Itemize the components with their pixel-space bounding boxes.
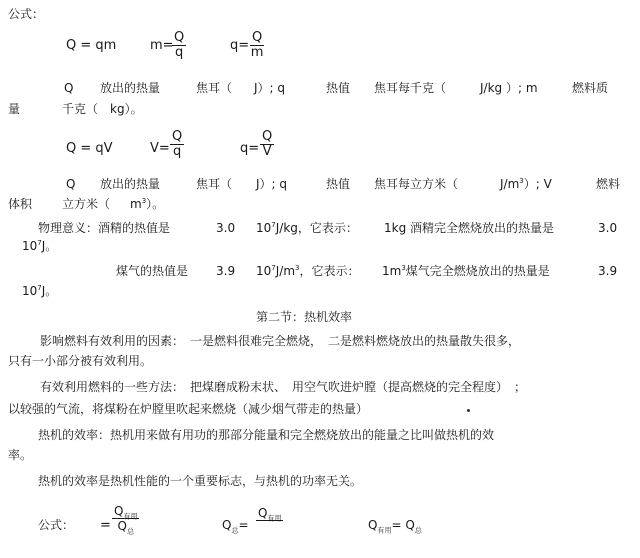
def-fuel-mass: 燃料质 bbox=[572, 81, 609, 95]
eff-eq3-sub2: 总 bbox=[414, 526, 422, 535]
factors-line2: 只有一小部分被有效利用。 bbox=[8, 354, 153, 368]
frac-denominator: m bbox=[250, 45, 264, 60]
phys-unit2-tail: ，它表示： bbox=[299, 264, 360, 278]
phys-s1: 1kg 酒精完全燃烧放出的热量是 bbox=[384, 221, 555, 235]
eff-eq1-num-q: Q bbox=[114, 504, 124, 518]
eff-eq3 bbox=[368, 518, 422, 533]
phys-r1-exp: 7 bbox=[37, 239, 42, 247]
phys-r1: 3.0 bbox=[598, 221, 618, 235]
vdef-fuel: 燃料 bbox=[596, 177, 621, 191]
vdef-released: 放出的热量 bbox=[100, 177, 161, 191]
eff-eq2-num bbox=[256, 506, 283, 521]
def-kg: kg）。 bbox=[110, 102, 143, 116]
phys-unit2-exp: 7 bbox=[271, 264, 276, 272]
vdef-volume: 体积 bbox=[8, 197, 33, 211]
phys-v2: 3.9 bbox=[216, 264, 236, 278]
vdef-m3-exp: 3 bbox=[141, 197, 147, 205]
eff-eq2-num-q: Q bbox=[258, 506, 268, 520]
vdef-joule: 焦耳（ bbox=[196, 177, 233, 191]
vdef-m3 bbox=[130, 197, 164, 212]
formula-q-lhs-2: q= bbox=[240, 141, 260, 156]
methods-line2: 以较强的气流，将煤粉在炉膛里吹起来燃烧（减少烟气带走的热量） bbox=[8, 402, 369, 416]
eff-eq1-num-sub: 有用 bbox=[123, 512, 138, 521]
vdef-jm3-text: J/m bbox=[500, 177, 520, 191]
eff-eq2-eq: = bbox=[238, 518, 249, 532]
eff-formula-label: 公式： bbox=[38, 518, 75, 532]
phys-unit1-base: 10 bbox=[256, 221, 272, 235]
vdef-jm3-exp: 3 bbox=[519, 177, 524, 185]
def-kg-word: 千克（ bbox=[62, 102, 99, 116]
eff-eq1-den bbox=[112, 519, 139, 536]
def-liang: 量 bbox=[8, 102, 21, 116]
vdef-heat-value: 热值 bbox=[326, 177, 351, 191]
phys-r2: 3.9 bbox=[598, 264, 618, 278]
eff-eq2-num-sub: 有用 bbox=[267, 514, 282, 523]
formula-v-fraction bbox=[170, 130, 184, 159]
def-jkg: J/kg ）; m bbox=[480, 81, 538, 95]
eff-eq1-den-sub: 总 bbox=[126, 527, 134, 536]
phys-label: 物理意义：酒精的热值是 bbox=[38, 221, 171, 235]
vdef-J: J）; q bbox=[256, 177, 288, 191]
def-joule: 焦耳（ bbox=[196, 81, 233, 95]
phys-v1: 3.0 bbox=[216, 221, 236, 235]
phys-unit2-base: 10 bbox=[256, 264, 272, 278]
formula-q-fraction-2 bbox=[260, 130, 274, 159]
frac-numerator: Q bbox=[252, 30, 263, 45]
phys-r2-base: 10 bbox=[22, 284, 38, 298]
eff-eq3-sub: 有用 bbox=[377, 526, 392, 535]
efficiency-line2: 率。 bbox=[8, 448, 33, 462]
eff-eq1-fraction bbox=[112, 504, 139, 536]
formula-label: 公式： bbox=[8, 7, 45, 21]
formula-q-fraction bbox=[250, 31, 264, 60]
sign-line: 热机的效率是热机性能的一个重要标志，与热机的功率无关。 bbox=[38, 474, 363, 488]
phys-r1-tail: J。 bbox=[41, 239, 58, 253]
eff-eq1-den-q: Q bbox=[117, 519, 127, 533]
frac-denominator: V bbox=[262, 144, 272, 159]
methods-line1: 有效利用燃料的一些方法： 把煤磨成粉末状、 用空气吹进炉膛（提高燃烧的完全程度） ； bbox=[40, 380, 527, 394]
factors-line1: 影响燃料有效利用的因素： 一是燃料很难完全燃烧， 二是燃料燃烧放出的热量散失很多， bbox=[40, 334, 521, 348]
phys-unit2-mid: J/m bbox=[275, 264, 296, 278]
phys-gas-label: 煤气的热值是 bbox=[116, 264, 189, 278]
vdef-m3-word: 立方米（ bbox=[62, 197, 111, 211]
phys-r2-exp: 7 bbox=[37, 284, 42, 292]
phys-unit2 bbox=[256, 264, 360, 279]
eff-eq2-den bbox=[256, 521, 283, 535]
eff-eq2-sub: 总 bbox=[231, 526, 239, 535]
eff-eq3-q: Q bbox=[368, 518, 378, 532]
frac-denominator: q bbox=[174, 45, 184, 60]
formula-m-lhs: m= bbox=[150, 38, 174, 53]
eff-eq1-lhs: = bbox=[100, 518, 111, 533]
eff-eq2-fraction bbox=[256, 506, 283, 535]
frac-numerator: Q bbox=[262, 129, 273, 144]
eff-eq1-num bbox=[112, 504, 139, 519]
phys-unit1-tail: J/kg，它表示： bbox=[275, 221, 358, 235]
phys-s2 bbox=[382, 264, 550, 279]
phys-r2-tail: J。 bbox=[41, 284, 58, 298]
phys-r1-unit bbox=[22, 239, 57, 254]
frac-numerator: Q bbox=[172, 129, 183, 144]
section-title: 第二节：热机效率 bbox=[256, 310, 353, 324]
phys-s2-b: 煤气完全燃烧放出的热量是 bbox=[405, 264, 550, 278]
vdef-m3-text: m bbox=[130, 197, 142, 211]
def-q: Q bbox=[64, 81, 74, 95]
def-heat-value: 热值 bbox=[326, 81, 351, 95]
def-J: J）; q bbox=[254, 81, 286, 95]
vdef-jm3-tail: ）; V bbox=[523, 177, 552, 191]
formula-q-qm: Q = qm bbox=[66, 38, 117, 53]
frac-numerator: Q bbox=[174, 30, 185, 45]
vdef-m3-tail: ）。 bbox=[146, 197, 165, 211]
vdef-jm3 bbox=[500, 177, 552, 192]
phys-unit2-exp2: 3 bbox=[295, 264, 300, 272]
frac-denominator: q bbox=[172, 144, 182, 159]
efficiency-line1: 热机的效率：热机用来做有用功的那部分能量和完全燃烧放出的能量之比叫做热机的效 bbox=[38, 428, 495, 442]
formula-q-qv: Q = qV bbox=[66, 141, 113, 156]
formula-m-fraction bbox=[172, 31, 186, 60]
phys-unit1-exp: 7 bbox=[271, 221, 276, 229]
vdef-per-m3: 焦耳每立方米（ bbox=[374, 177, 459, 191]
vdef-q: Q bbox=[66, 177, 76, 191]
phys-unit1 bbox=[256, 221, 358, 236]
def-per-kg: 焦耳每千克（ bbox=[374, 81, 447, 95]
formula-v-lhs: V= bbox=[150, 141, 170, 156]
phys-s2-exp: 3 bbox=[401, 264, 406, 272]
eff-eq3-eq: = Q bbox=[391, 518, 415, 532]
eff-eq2-lhs bbox=[222, 518, 249, 533]
phys-r2-unit bbox=[22, 284, 57, 299]
phys-r1-base: 10 bbox=[22, 239, 38, 253]
formula-q-lhs: q= bbox=[230, 38, 250, 53]
phys-s2-a: 1m bbox=[382, 264, 402, 278]
stray-mark bbox=[467, 409, 470, 412]
eff-eq2-q: Q bbox=[222, 518, 232, 532]
def-released: 放出的热量 bbox=[100, 81, 161, 95]
